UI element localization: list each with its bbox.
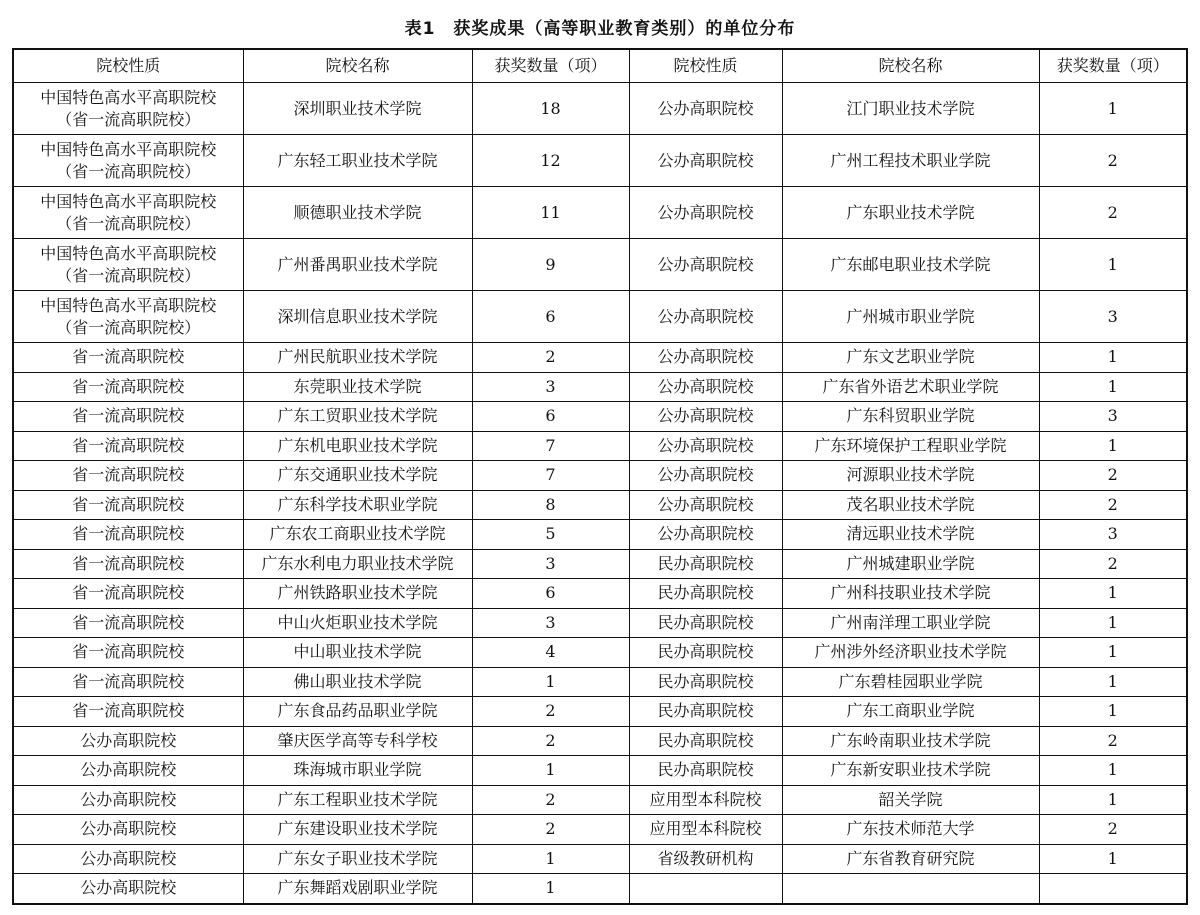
header-school-type-left: 院校性质: [13, 49, 243, 83]
cell-school-type-left: 省一流高职院校: [13, 579, 243, 609]
cell-award-count-right: 3: [1039, 520, 1187, 550]
cell-school-type-left: 省一流高职院校: [13, 461, 243, 491]
cell-award-count-left: 9: [472, 239, 629, 291]
award-distribution-table: [12, 48, 1188, 905]
cell-school-name-right: 广州科技职业技术学院: [782, 579, 1039, 609]
cell-school-type-right: [629, 874, 782, 904]
cell-school-name-left: 佛山职业技术学院: [243, 667, 472, 697]
cell-school-name-left: 广东建设职业技术学院: [243, 815, 472, 845]
cell-school-type-right: 公办高职院校: [629, 431, 782, 461]
cell-award-count-left: 6: [472, 291, 629, 343]
cell-school-name-right: 广东邮电职业技术学院: [782, 239, 1039, 291]
table-row: [13, 815, 1187, 845]
cell-line: 中国特色高水平高职院校: [40, 243, 217, 263]
cell-school-name-left: 广东女子职业技术学院: [243, 844, 472, 874]
cell-award-count-right: 1: [1039, 667, 1187, 697]
table-row: [13, 726, 1187, 756]
cell-award-count-right: [1039, 874, 1187, 904]
cell-school-name-left: 珠海城市职业学院: [243, 756, 472, 786]
cell-award-count-left: 3: [472, 372, 629, 402]
cell-school-type-left: 公办高职院校: [13, 756, 243, 786]
cell-school-type-right: 公办高职院校: [629, 291, 782, 343]
cell-school-type-right: 公办高职院校: [629, 490, 782, 520]
header-school-name-right: 院校名称: [782, 49, 1039, 83]
table-row: [13, 135, 1187, 187]
cell-award-count-left: 2: [472, 785, 629, 815]
cell-award-count-left: 6: [472, 402, 629, 432]
cell-award-count-right: 2: [1039, 815, 1187, 845]
cell-award-count-right: 1: [1039, 844, 1187, 874]
cell-award-count-right: 3: [1039, 291, 1187, 343]
table-row: [13, 756, 1187, 786]
cell-school-type-left: [13, 291, 243, 343]
cell-award-count-left: 2: [472, 697, 629, 727]
cell-school-type-right: 民办高职院校: [629, 549, 782, 579]
cell-award-count-right: 1: [1039, 343, 1187, 373]
cell-award-count-right: 1: [1039, 756, 1187, 786]
cell-school-type-left: 省一流高职院校: [13, 697, 243, 727]
cell-school-type-right: 民办高职院校: [629, 608, 782, 638]
cell-school-type-right: 公办高职院校: [629, 461, 782, 491]
cell-school-name-left: 广州番禺职业技术学院: [243, 239, 472, 291]
header-award-count-left: 获奖数量（项）: [472, 49, 629, 83]
cell-school-name-right: 广东技术师范大学: [782, 815, 1039, 845]
cell-school-type-left: 省一流高职院校: [13, 343, 243, 373]
cell-award-count-left: 2: [472, 815, 629, 845]
cell-school-type-right: 民办高职院校: [629, 638, 782, 668]
cell-school-type-right: 民办高职院校: [629, 579, 782, 609]
cell-award-count-right: 1: [1039, 608, 1187, 638]
table-row: [13, 461, 1187, 491]
cell-school-name-right: 广东职业技术学院: [782, 187, 1039, 239]
cell-school-name-left: 广东轻工职业技术学院: [243, 135, 472, 187]
table-row: [13, 785, 1187, 815]
cell-award-count-right: 1: [1039, 638, 1187, 668]
table-row: [13, 490, 1187, 520]
cell-school-type-right: 省级教研机构: [629, 844, 782, 874]
header-school-type-right: 院校性质: [629, 49, 782, 83]
table-row: [13, 638, 1187, 668]
cell-school-name-right: 河源职业技术学院: [782, 461, 1039, 491]
cell-school-name-left: 中山职业技术学院: [243, 638, 472, 668]
cell-school-name-left: 广东交通职业技术学院: [243, 461, 472, 491]
cell-line: （省一流高职院校）: [56, 317, 201, 337]
cell-school-type-right: 公办高职院校: [629, 372, 782, 402]
table-row: [13, 239, 1187, 291]
cell-line: （省一流高职院校）: [56, 161, 201, 181]
cell-school-type-right: 公办高职院校: [629, 135, 782, 187]
cell-award-count-left: 2: [472, 726, 629, 756]
cell-award-count-right: 1: [1039, 697, 1187, 727]
cell-school-type-right: 民办高职院校: [629, 756, 782, 786]
cell-award-count-left: 11: [472, 187, 629, 239]
cell-line: 中国特色高水平高职院校: [40, 191, 217, 211]
cell-award-count-right: 2: [1039, 549, 1187, 579]
cell-school-name-right: 广东省教育研究院: [782, 844, 1039, 874]
cell-school-name-left: 广东舞蹈戏剧职业学院: [243, 874, 472, 904]
cell-school-name-right: [782, 874, 1039, 904]
cell-school-name-right: 茂名职业技术学院: [782, 490, 1039, 520]
cell-school-name-right: 广州城市职业学院: [782, 291, 1039, 343]
cell-school-name-left: 广东机电职业技术学院: [243, 431, 472, 461]
cell-school-name-right: 广州南洋理工职业学院: [782, 608, 1039, 638]
table-row: [13, 343, 1187, 373]
table-caption: 表1 获奖成果（高等职业教育类别）的单位分布: [404, 19, 796, 39]
cell-school-type-right: 民办高职院校: [629, 667, 782, 697]
cell-school-name-left: 广东工程职业技术学院: [243, 785, 472, 815]
cell-school-name-right: 广东岭南职业技术学院: [782, 726, 1039, 756]
cell-school-type-left: 公办高职院校: [13, 815, 243, 845]
cell-school-name-right: 广东工商职业学院: [782, 697, 1039, 727]
cell-award-count-left: 8: [472, 490, 629, 520]
table-row: [13, 431, 1187, 461]
cell-award-count-right: 1: [1039, 83, 1187, 135]
cell-school-type-right: 民办高职院校: [629, 697, 782, 727]
cell-school-name-right: 清远职业技术学院: [782, 520, 1039, 550]
cell-school-type-left: 省一流高职院校: [13, 520, 243, 550]
cell-school-type-right: 公办高职院校: [629, 187, 782, 239]
cell-school-name-right: 韶关学院: [782, 785, 1039, 815]
cell-school-name-right: 广东省外语艺术职业学院: [782, 372, 1039, 402]
table-row: [13, 520, 1187, 550]
cell-award-count-right: 2: [1039, 187, 1187, 239]
cell-line: （省一流高职院校）: [56, 213, 201, 233]
cell-school-type-left: 省一流高职院校: [13, 372, 243, 402]
cell-school-type-right: 应用型本科院校: [629, 785, 782, 815]
table-row: [13, 697, 1187, 727]
cell-school-type-left: 省一流高职院校: [13, 638, 243, 668]
header-award-count-right: 获奖数量（项）: [1039, 49, 1187, 83]
cell-award-count-right: 1: [1039, 579, 1187, 609]
cell-award-count-left: 1: [472, 874, 629, 904]
cell-school-name-left: 广东工贸职业技术学院: [243, 402, 472, 432]
cell-school-type-left: 公办高职院校: [13, 785, 243, 815]
cell-award-count-left: 6: [472, 579, 629, 609]
cell-school-type-left: 省一流高职院校: [13, 431, 243, 461]
cell-school-type-left: 省一流高职院校: [13, 490, 243, 520]
cell-line: 中国特色高水平高职院校: [40, 87, 217, 107]
cell-line: 中国特色高水平高职院校: [40, 139, 217, 159]
table-row: [13, 83, 1187, 135]
table-row: [13, 874, 1187, 904]
header-school-name-left: 院校名称: [243, 49, 472, 83]
cell-school-type-right: 公办高职院校: [629, 239, 782, 291]
cell-school-name-left: 广东科学技术职业学院: [243, 490, 472, 520]
cell-award-count-left: 7: [472, 461, 629, 491]
cell-award-count-left: 3: [472, 549, 629, 579]
table-row: [13, 402, 1187, 432]
cell-school-type-left: [13, 187, 243, 239]
table-row: [13, 844, 1187, 874]
cell-award-count-right: 2: [1039, 490, 1187, 520]
cell-school-name-left: 肇庆医学高等专科学校: [243, 726, 472, 756]
cell-award-count-left: 1: [472, 844, 629, 874]
cell-award-count-right: 3: [1039, 402, 1187, 432]
cell-award-count-left: 2: [472, 343, 629, 373]
cell-school-type-left: 公办高职院校: [13, 844, 243, 874]
cell-award-count-right: 2: [1039, 135, 1187, 187]
cell-school-name-left: 顺德职业技术学院: [243, 187, 472, 239]
table-body: [13, 83, 1187, 904]
cell-school-name-left: 广东水利电力职业技术学院: [243, 549, 472, 579]
cell-school-name-left: 广州铁路职业技术学院: [243, 579, 472, 609]
cell-school-name-right: 广东碧桂园职业学院: [782, 667, 1039, 697]
cell-school-type-right: 应用型本科院校: [629, 815, 782, 845]
cell-school-type-left: 省一流高职院校: [13, 402, 243, 432]
cell-award-count-right: 1: [1039, 785, 1187, 815]
cell-award-count-right: 2: [1039, 461, 1187, 491]
cell-award-count-left: 4: [472, 638, 629, 668]
cell-award-count-left: 1: [472, 667, 629, 697]
cell-line: 中国特色高水平高职院校: [40, 295, 217, 315]
cell-award-count-right: 1: [1039, 372, 1187, 402]
cell-school-type-right: 民办高职院校: [629, 726, 782, 756]
cell-school-type-left: [13, 83, 243, 135]
cell-award-count-left: 18: [472, 83, 629, 135]
cell-school-type-right: 公办高职院校: [629, 83, 782, 135]
cell-school-type-right: 公办高职院校: [629, 343, 782, 373]
cell-award-count-left: 7: [472, 431, 629, 461]
cell-school-type-left: 公办高职院校: [13, 726, 243, 756]
table-row: [13, 372, 1187, 402]
cell-school-type-left: 省一流高职院校: [13, 667, 243, 697]
table-row: [13, 291, 1187, 343]
cell-school-name-left: 深圳职业技术学院: [243, 83, 472, 135]
table-row: [13, 608, 1187, 638]
cell-school-type-right: 公办高职院校: [629, 402, 782, 432]
table-row: [13, 187, 1187, 239]
table-row: [13, 667, 1187, 697]
cell-line: （省一流高职院校）: [56, 109, 201, 129]
cell-school-name-right: 广东科贸职业学院: [782, 402, 1039, 432]
cell-school-name-right: 江门职业技术学院: [782, 83, 1039, 135]
cell-school-type-left: 省一流高职院校: [13, 549, 243, 579]
cell-school-name-left: 广东食品药品职业学院: [243, 697, 472, 727]
cell-school-name-right: 广东文艺职业学院: [782, 343, 1039, 373]
cell-award-count-left: 5: [472, 520, 629, 550]
cell-school-name-right: 广州城建职业学院: [782, 549, 1039, 579]
cell-school-type-left: 省一流高职院校: [13, 608, 243, 638]
cell-award-count-left: 3: [472, 608, 629, 638]
cell-award-count-left: 12: [472, 135, 629, 187]
cell-school-name-left: 广州民航职业技术学院: [243, 343, 472, 373]
cell-award-count-right: 2: [1039, 726, 1187, 756]
cell-school-name-left: 中山火炬职业技术学院: [243, 608, 472, 638]
cell-award-count-right: 1: [1039, 431, 1187, 461]
cell-school-name-right: 广东新安职业技术学院: [782, 756, 1039, 786]
cell-award-count-right: 1: [1039, 239, 1187, 291]
cell-school-name-right: 广州工程技术职业学院: [782, 135, 1039, 187]
cell-award-count-left: 1: [472, 756, 629, 786]
cell-line: （省一流高职院校）: [56, 265, 201, 285]
header-row: [13, 49, 1187, 83]
cell-school-type-left: [13, 135, 243, 187]
cell-school-name-left: 广东农工商职业技术学院: [243, 520, 472, 550]
cell-school-type-right: 公办高职院校: [629, 520, 782, 550]
table-row: [13, 549, 1187, 579]
cell-school-name-left: 东莞职业技术学院: [243, 372, 472, 402]
cell-school-name-left: 深圳信息职业技术学院: [243, 291, 472, 343]
cell-school-type-left: 公办高职院校: [13, 874, 243, 904]
cell-school-type-left: [13, 239, 243, 291]
cell-school-name-right: 广东环境保护工程职业学院: [782, 431, 1039, 461]
table-row: [13, 579, 1187, 609]
cell-school-name-right: 广州涉外经济职业技术学院: [782, 638, 1039, 668]
